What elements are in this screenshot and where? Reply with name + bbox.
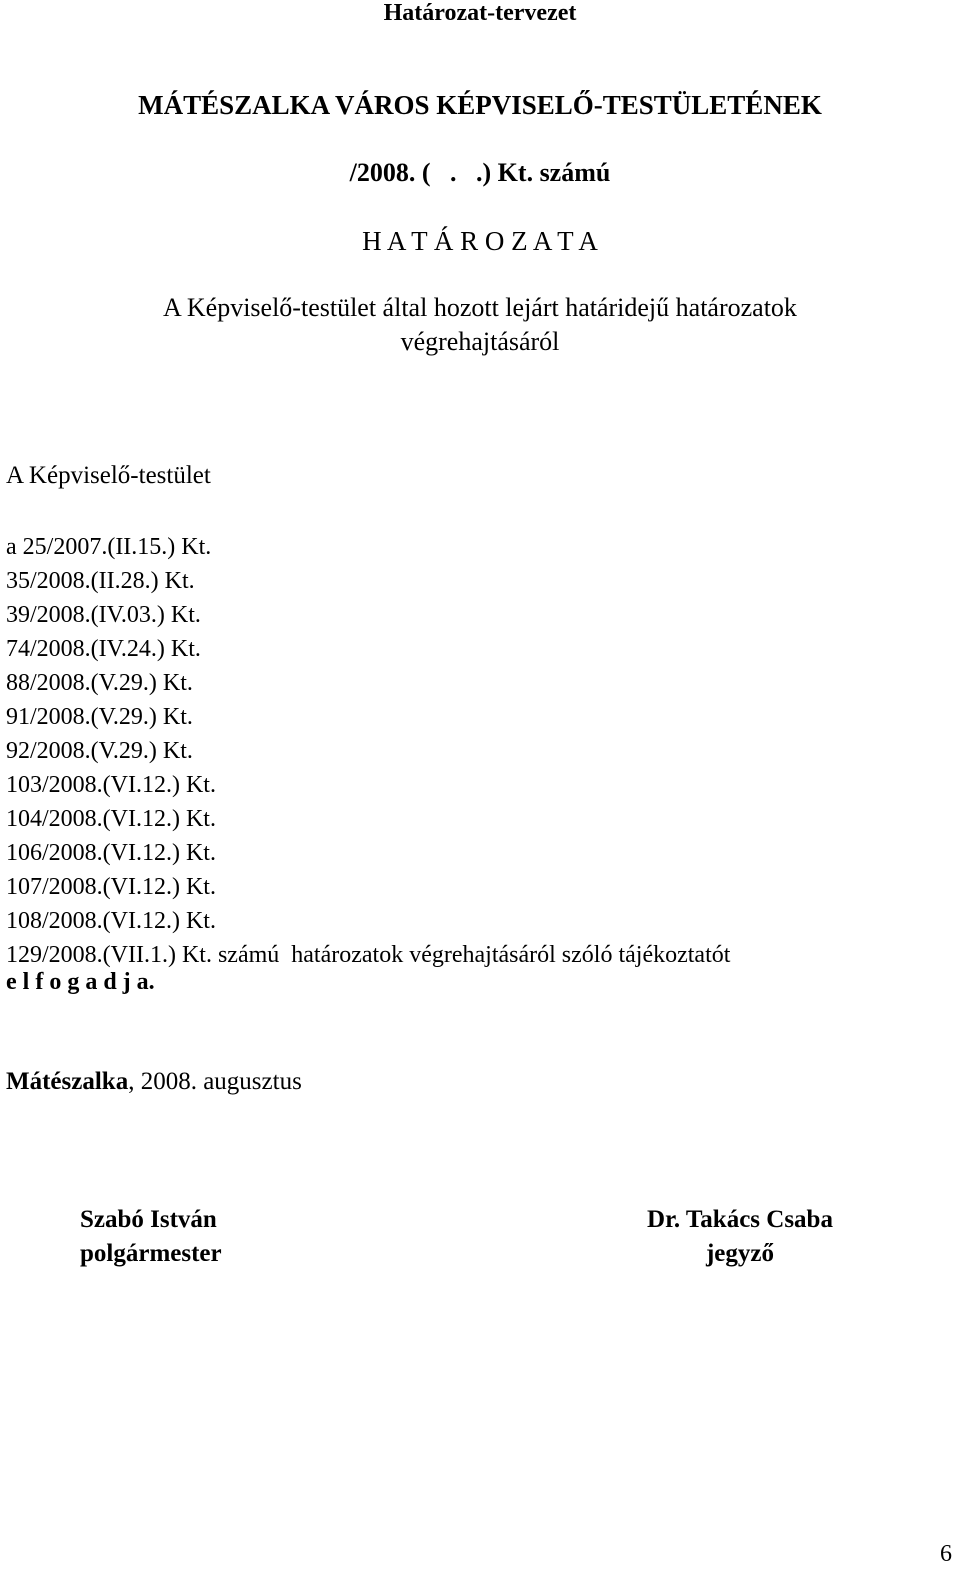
place-and-date	[6, 1068, 302, 1096]
signatory-name: Dr. Takács Csaba	[647, 1206, 833, 1233]
list-item: 104/2008.(VI.12.) Kt.	[6, 806, 216, 832]
signatory-title: jegyző	[705, 1240, 775, 1267]
list-item: a 25/2007.(II.15.) Kt.	[6, 534, 212, 560]
date: , 2008. augusztus	[128, 1068, 302, 1095]
resolution-list	[6, 530, 730, 972]
council-title: MÁTÉSZALKA VÁROS KÉPVISELŐ-TESTÜLETÉNEK	[138, 90, 822, 120]
page-number: 6	[940, 1541, 952, 1567]
list-item: 88/2008.(V.29.) Kt.	[6, 670, 193, 696]
list-item: 103/2008.(VI.12.) Kt.	[6, 772, 216, 798]
signatory-name: Szabó István	[80, 1206, 217, 1233]
list-item: 35/2008.(II.28.) Kt.	[6, 568, 195, 594]
signature-mayor	[80, 1203, 222, 1271]
place-name: Mátészalka	[6, 1068, 129, 1095]
list-item: 107/2008.(VI.12.) Kt.	[6, 874, 216, 900]
list-item: 74/2008.(IV.24.) Kt.	[6, 636, 201, 662]
signatory-title: polgármester	[80, 1240, 222, 1267]
resolution-heading: H A T Á R O Z A T A	[362, 226, 598, 256]
list-item: 106/2008.(VI.12.) Kt.	[6, 840, 216, 866]
signature-notary	[620, 1203, 860, 1271]
body-subject: A Képviselő-testület	[6, 462, 211, 489]
list-item: 108/2008.(VI.12.) Kt.	[6, 908, 216, 934]
list-item: 39/2008.(IV.03.) Kt.	[6, 602, 201, 628]
resolution-number: /2008. ( . .) Kt. számú	[349, 158, 611, 187]
list-item: 92/2008.(V.29.) Kt.	[6, 738, 193, 764]
list-item: 129/2008.(VII.1.) Kt. számú határozatok végrehajtásáról szóló tájékoztatót	[6, 942, 731, 968]
subject-title-line-1: A Képviselő-testület által hozott lejárt határidejű határozatok	[163, 293, 797, 322]
document-label: Határozat-tervezet	[383, 0, 577, 26]
subject-title-line-2: végrehajtásáról	[400, 327, 560, 356]
list-item: 91/2008.(V.29.) Kt.	[6, 704, 193, 730]
approval-statement: e l f o g a d j a.	[6, 969, 155, 995]
